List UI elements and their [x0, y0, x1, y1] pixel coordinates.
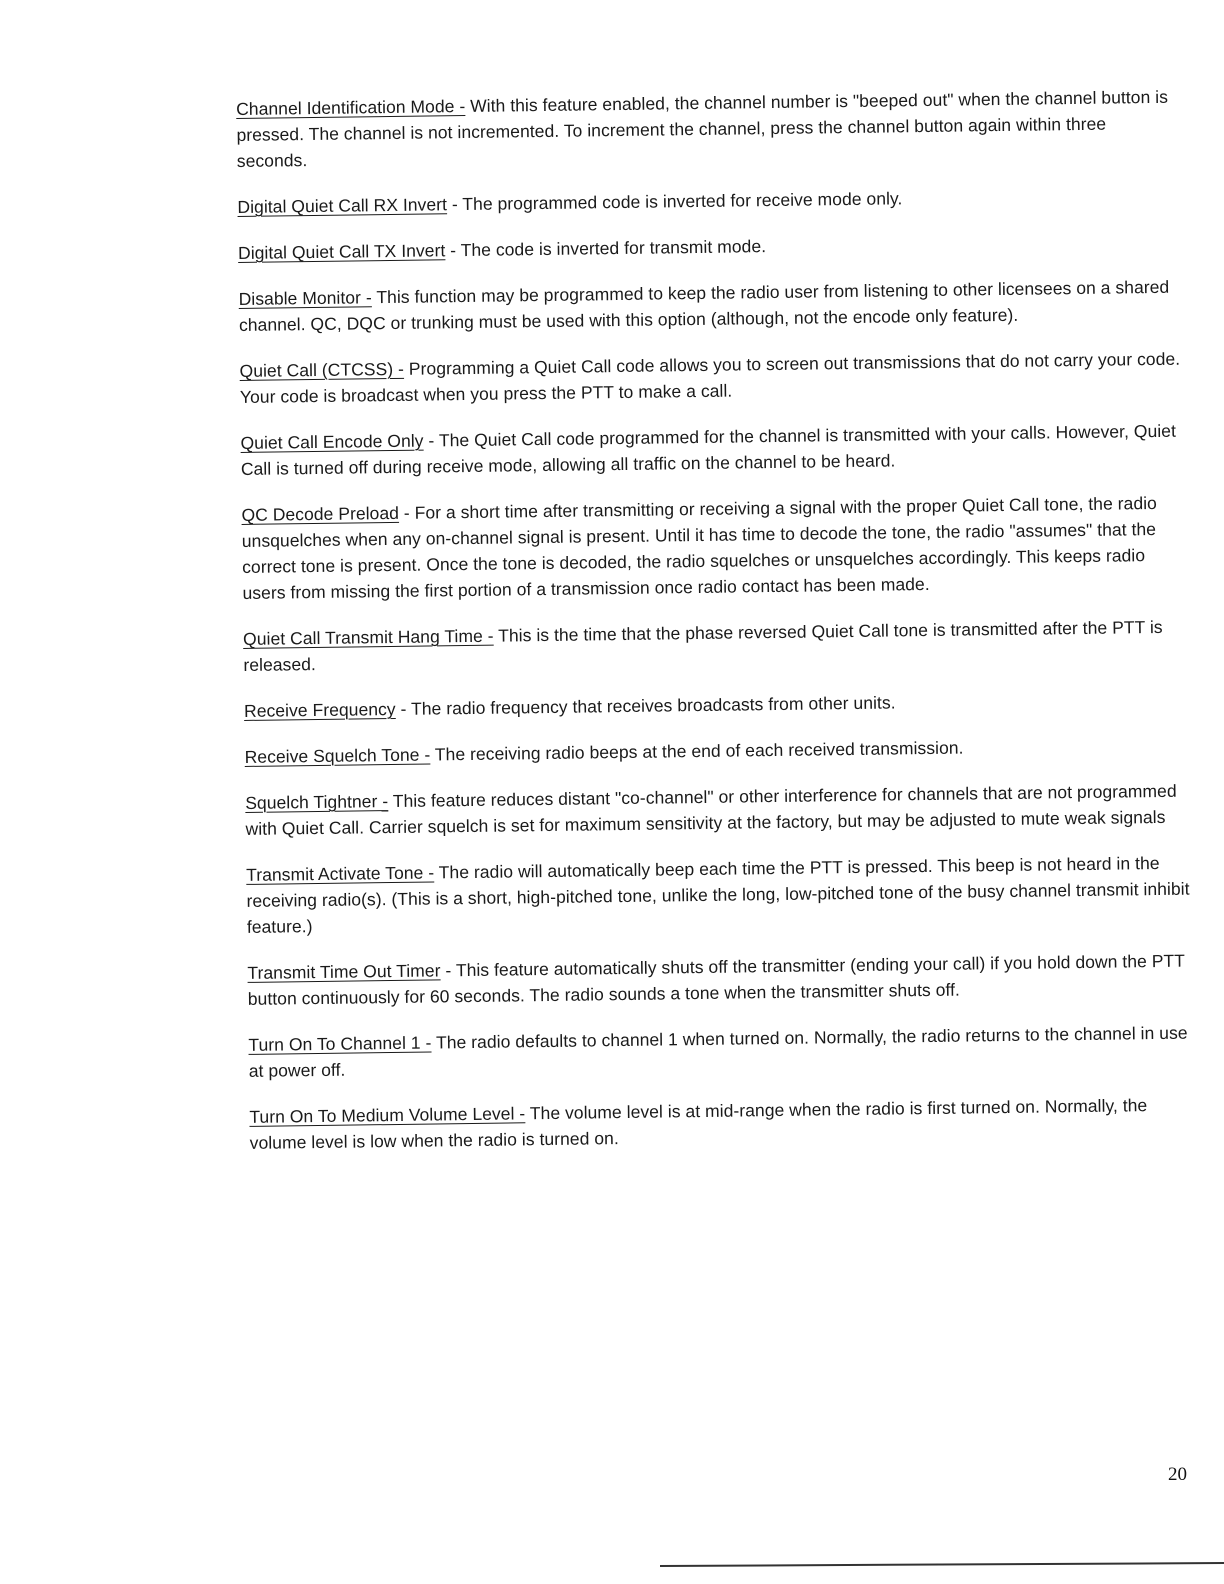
page-number: 20 [1168, 1464, 1187, 1485]
definition-text: - For a short time after transmitting or receiving a signal with the proper Quiet Call tone, the radio unsquelches when any on-channel signal is present. Until it has time to decode the tone, the radio "assumes" that the correct tone is present. Once the tone is decoded, the radio squelches or unsquelches accordingly. This keeps radio users from missing the first portion of a transmission once radio contact has been made. [241, 492, 1158, 603]
definition-quiet-call-ctcss [239, 346, 1185, 410]
definition-term: QC Decode Preload [241, 502, 400, 525]
definition-text: Programming a Quiet Call code allows you to screen out transmissions that do not carry your code. Your code is broadcast when you press the PTT to make a call. [239, 348, 1181, 407]
definition-term: Turn On To Medium Volume Level - [249, 1103, 526, 1127]
definition-text: The receiving radio beeps at the end of each received transmission. [430, 737, 964, 765]
definition-text: - This feature automatically shuts off the transmitter (ending your call) if you hold down the PTT button continuously for 60 seconds. The radio sounds a tone when the transmitter shuts off. [247, 950, 1185, 1009]
definition-term: Disable Monitor - [238, 287, 372, 309]
definition-channel-identification-mode [236, 84, 1182, 174]
definition-term: Turn On To Channel 1 - [248, 1032, 432, 1055]
definition-term: Quiet Call Encode Only [240, 430, 424, 453]
bottom-rule [660, 1562, 1224, 1567]
definition-term: Quiet Call Transmit Hang Time - [242, 625, 494, 649]
definition-disable-monitor [238, 274, 1184, 338]
definition-receive-frequency [244, 686, 1189, 724]
definition-transmit-activate-tone [246, 850, 1192, 940]
definition-qc-decode-preload [241, 490, 1187, 606]
definition-text: The volume level is at mid-range when the radio is first turned on. Normally, the volume level is low when the radio is turned on. [249, 1095, 1148, 1153]
feature-definitions [236, 84, 1195, 1176]
definition-term: Receive Frequency [243, 698, 396, 721]
definition-term: Receive Squelch Tone - [244, 744, 431, 767]
definition-term: Transmit Activate Tone - [246, 862, 435, 885]
definition-text: - The Quiet Call code programmed for the channel is transmitted with your calls. However, Quiet Call is turned off during receive mode, allowing all traffic on the channel to be heard. [240, 420, 1177, 479]
definition-term: Transmit Time Out Timer [247, 960, 441, 983]
definition-turn-on-to-medium-volume-level [249, 1092, 1195, 1156]
definition-squelch-tightner [245, 778, 1191, 842]
definition-text: - The radio frequency that receives broadcasts from other units. [395, 692, 896, 719]
definition-text: - The programmed code is inverted for receive mode only. [446, 188, 903, 215]
definition-receive-squelch-tone [244, 732, 1189, 770]
definition-term: Digital Quiet Call TX Invert [237, 240, 446, 263]
definition-term: Quiet Call (CTCSS) - [239, 358, 405, 381]
definition-quiet-call-encode-only [240, 418, 1186, 482]
definition-dqc-rx-invert [237, 182, 1182, 220]
definition-quiet-call-transmit-hang-time [243, 614, 1189, 678]
definition-dqc-tx-invert [238, 228, 1183, 266]
definition-text: - The code is inverted for transmit mode. [445, 236, 767, 261]
definition-text: This feature reduces distant "co-channel" or other interference for channels that are not programmed with Quiet Call. Carrier squelch is set for maximum sensitivity at the factory, but may be adjusted to mute weak signals [245, 780, 1177, 839]
definition-text: This is the time that the phase reversed Quiet Call tone is transmitted after the PTT is released. [243, 616, 1163, 675]
definition-term: Channel Identification Mode - [236, 96, 466, 119]
definition-text: With this feature enabled, the channel number is "beeped out" when the channel button is pressed. The channel is not incremented. To increment the channel, press the channel button again within three seconds. [236, 86, 1169, 171]
definition-turn-on-to-channel-1 [248, 1020, 1194, 1084]
definition-text: The radio will automatically beep each time the PTT is pressed. This beep is not heard in the receiving radio(s). (This is a short, high-pitched tone, unlike the long, low-pitched tone of the busy channel transmit inhibit feature.) [246, 852, 1190, 937]
definition-text: The radio defaults to channel 1 when turned on. Normally, the radio returns to the channel in use at power off. [248, 1022, 1188, 1081]
definition-text: This function may be programmed to keep the radio user from listening to other licensees on a shared channel. QC, DQC or trunking must be used with this option (although, not the encode only feature). [238, 276, 1170, 335]
definition-term: Squelch Tightner - [245, 791, 389, 813]
definition-transmit-time-out-timer [247, 948, 1193, 1012]
definition-term: Digital Quiet Call RX Invert [237, 194, 448, 217]
